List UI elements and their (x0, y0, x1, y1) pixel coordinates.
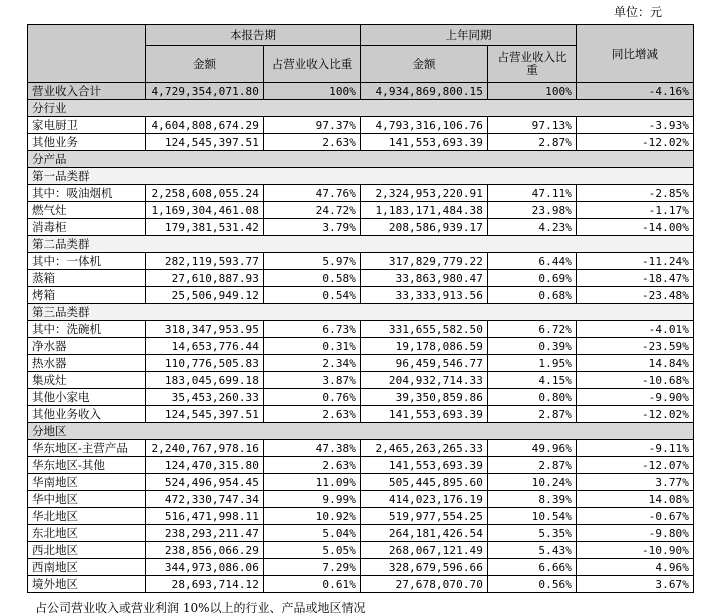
yoy-change: -0.67% (577, 508, 694, 525)
yoy-change: -18.47% (577, 270, 694, 287)
prior-amount: 1,183,171,484.38 (361, 202, 488, 219)
current-share: 100% (264, 83, 361, 100)
prior-amount: 328,679,596.66 (361, 559, 488, 576)
row-label: 西北地区 (28, 542, 146, 559)
yoy-change: -9.80% (577, 525, 694, 542)
current-share: 0.76% (264, 389, 361, 406)
yoy-change: -4.01% (577, 321, 694, 338)
current-amount: 27,610,887.93 (146, 270, 264, 287)
current-share: 6.73% (264, 321, 361, 338)
table-row (28, 389, 694, 406)
current-amount: 124,545,397.51 (146, 406, 264, 423)
table-row (28, 321, 694, 338)
header-current-period: 本报告期 (146, 25, 361, 46)
row-label: 热水器 (28, 355, 146, 372)
current-share: 11.09% (264, 474, 361, 491)
prior-amount: 141,553,693.39 (361, 457, 488, 474)
prior-share: 2.87% (488, 134, 577, 151)
prior-share: 6.72% (488, 321, 577, 338)
current-amount: 124,545,397.51 (146, 134, 264, 151)
current-share: 2.63% (264, 134, 361, 151)
row-label: 华东地区-主营产品 (28, 440, 146, 457)
prior-share: 97.13% (488, 117, 577, 134)
current-share: 0.31% (264, 338, 361, 355)
row-label: 境外地区 (28, 576, 146, 593)
yoy-change: 14.08% (577, 491, 694, 508)
prior-share: 6.44% (488, 253, 577, 270)
prior-share: 0.68% (488, 287, 577, 304)
current-share: 0.58% (264, 270, 361, 287)
current-amount: 4,729,354,071.80 (146, 83, 264, 100)
header-row-1 (28, 25, 694, 46)
current-amount: 28,693,714.12 (146, 576, 264, 593)
header-prev-amount: 金额 (361, 46, 488, 83)
prior-amount: 414,023,176.19 (361, 491, 488, 508)
table-row (28, 185, 694, 202)
yoy-change: -12.02% (577, 406, 694, 423)
prior-amount: 268,067,121.49 (361, 542, 488, 559)
section-row-product (28, 151, 694, 168)
prior-share: 4.23% (488, 219, 577, 236)
table-row (28, 117, 694, 134)
row-label: 其他业务收入 (28, 406, 146, 423)
table-row (28, 576, 694, 593)
current-amount: 183,045,699.18 (146, 372, 264, 389)
row-label: 其中：一体机 (28, 253, 146, 270)
prior-share: 100% (488, 83, 577, 100)
prior-amount: 208,586,939.17 (361, 219, 488, 236)
current-share: 24.72% (264, 202, 361, 219)
table-row (28, 457, 694, 474)
prior-amount: 331,655,582.50 (361, 321, 488, 338)
current-amount: 238,856,066.29 (146, 542, 264, 559)
table-row (28, 559, 694, 576)
prior-amount: 264,181,426.54 (361, 525, 488, 542)
table-row (28, 202, 694, 219)
prior-share: 0.39% (488, 338, 577, 355)
current-amount: 516,471,998.11 (146, 508, 264, 525)
prior-share: 2.87% (488, 457, 577, 474)
table-row (28, 287, 694, 304)
table-row (28, 134, 694, 151)
section-label: 分产品 (28, 151, 694, 168)
prior-amount: 19,178,086.59 (361, 338, 488, 355)
prior-share: 1.95% (488, 355, 577, 372)
yoy-change: 14.84% (577, 355, 694, 372)
prior-amount: 4,793,316,106.76 (361, 117, 488, 134)
header-prev-share: 占营业收入比重 (488, 46, 577, 83)
row-label: 西南地区 (28, 559, 146, 576)
prior-share: 0.80% (488, 389, 577, 406)
table-row (28, 338, 694, 355)
table-row (28, 372, 694, 389)
current-amount: 179,381,531.42 (146, 219, 264, 236)
yoy-change: -9.90% (577, 389, 694, 406)
current-amount: 2,240,767,978.16 (146, 440, 264, 457)
header-cur-share: 占营业收入比重 (264, 46, 361, 83)
row-label: 净水器 (28, 338, 146, 355)
row-label: 营业收入合计 (28, 83, 146, 100)
yoy-change: -3.93% (577, 117, 694, 134)
group-label: 第二品类群 (28, 236, 694, 253)
yoy-change: -10.90% (577, 542, 694, 559)
prior-share: 23.98% (488, 202, 577, 219)
prior-share: 5.43% (488, 542, 577, 559)
current-amount: 25,506,949.12 (146, 287, 264, 304)
header-cur-amount: 金额 (146, 46, 264, 83)
section-row-region (28, 423, 694, 440)
current-amount: 1,169,304,461.08 (146, 202, 264, 219)
yoy-change: -11.24% (577, 253, 694, 270)
current-share: 47.76% (264, 185, 361, 202)
current-share: 47.38% (264, 440, 361, 457)
yoy-change: -2.85% (577, 185, 694, 202)
current-share: 2.63% (264, 457, 361, 474)
current-amount: 14,653,776.44 (146, 338, 264, 355)
current-share: 3.79% (264, 219, 361, 236)
current-share: 3.87% (264, 372, 361, 389)
group-row-g3 (28, 304, 694, 321)
row-label: 燃气灶 (28, 202, 146, 219)
yoy-change: -1.17% (577, 202, 694, 219)
prior-share: 4.15% (488, 372, 577, 389)
section-label: 分地区 (28, 423, 694, 440)
current-amount: 318,347,953.95 (146, 321, 264, 338)
prior-amount: 505,445,895.60 (361, 474, 488, 491)
prior-share: 8.39% (488, 491, 577, 508)
current-share: 97.37% (264, 117, 361, 134)
table-row (28, 406, 694, 423)
prior-amount: 519,977,554.25 (361, 508, 488, 525)
row-label: 消毒柜 (28, 219, 146, 236)
current-amount: 4,604,808,674.29 (146, 117, 264, 134)
table-row (28, 508, 694, 525)
yoy-change: -12.02% (577, 134, 694, 151)
prior-share: 10.54% (488, 508, 577, 525)
current-share: 5.04% (264, 525, 361, 542)
table-row (28, 219, 694, 236)
row-label: 华北地区 (28, 508, 146, 525)
row-label: 华中地区 (28, 491, 146, 508)
current-share: 5.05% (264, 542, 361, 559)
current-amount: 124,470,315.80 (146, 457, 264, 474)
table-row (28, 253, 694, 270)
row-label: 蒸箱 (28, 270, 146, 287)
current-share: 5.97% (264, 253, 361, 270)
row-label: 其中：洗碗机 (28, 321, 146, 338)
prior-amount: 2,324,953,220.91 (361, 185, 488, 202)
prior-share: 10.24% (488, 474, 577, 491)
table-row (28, 542, 694, 559)
current-amount: 2,258,608,055.24 (146, 185, 264, 202)
header-blank (28, 25, 146, 83)
group-row-g2 (28, 236, 694, 253)
prior-share: 47.11% (488, 185, 577, 202)
current-amount: 472,330,747.34 (146, 491, 264, 508)
current-amount: 238,293,211.47 (146, 525, 264, 542)
yoy-change: -4.16% (577, 83, 694, 100)
yoy-change: -23.48% (577, 287, 694, 304)
table-row (28, 491, 694, 508)
prior-amount: 33,863,980.47 (361, 270, 488, 287)
prior-share: 6.66% (488, 559, 577, 576)
prior-amount: 96,459,546.77 (361, 355, 488, 372)
prior-share: 0.56% (488, 576, 577, 593)
prior-share: 49.96% (488, 440, 577, 457)
prior-amount: 2,465,263,265.33 (361, 440, 488, 457)
unit-label: 单位：元 (613, 5, 662, 19)
yoy-change: 3.77% (577, 474, 694, 491)
current-share: 7.29% (264, 559, 361, 576)
current-share: 2.34% (264, 355, 361, 372)
prior-amount: 39,350,859.86 (361, 389, 488, 406)
table-row (28, 270, 694, 287)
current-share: 9.99% (264, 491, 361, 508)
row-label: 其中：吸油烟机 (28, 185, 146, 202)
current-share: 2.63% (264, 406, 361, 423)
current-amount: 35,453,260.33 (146, 389, 264, 406)
group-label: 第一品类群 (28, 168, 694, 185)
prior-amount: 204,932,714.33 (361, 372, 488, 389)
prior-share: 2.87% (488, 406, 577, 423)
current-amount: 524,496,954.45 (146, 474, 264, 491)
row-label: 东北地区 (28, 525, 146, 542)
yoy-change: -9.11% (577, 440, 694, 457)
yoy-change: -14.00% (577, 219, 694, 236)
row-label: 烤箱 (28, 287, 146, 304)
current-amount: 282,119,593.77 (146, 253, 264, 270)
header-yoy: 同比增减 (577, 25, 694, 83)
current-share: 0.54% (264, 287, 361, 304)
table-row (28, 355, 694, 372)
row-label: 华东地区-其他 (28, 457, 146, 474)
table-row (28, 474, 694, 491)
header-prior-period: 上年同期 (361, 25, 577, 46)
group-row-g1 (28, 168, 694, 185)
row-label: 集成灶 (28, 372, 146, 389)
total-row (28, 83, 694, 100)
current-amount: 344,973,086.06 (146, 559, 264, 576)
section-row-industry (28, 100, 694, 117)
prior-share: 5.35% (488, 525, 577, 542)
prior-share: 0.69% (488, 270, 577, 287)
current-share: 10.92% (264, 508, 361, 525)
yoy-change: -10.68% (577, 372, 694, 389)
current-amount: 110,776,505.83 (146, 355, 264, 372)
yoy-change: 4.96% (577, 559, 694, 576)
group-label: 第三品类群 (28, 304, 694, 321)
row-label: 家电厨卫 (28, 117, 146, 134)
current-share: 0.61% (264, 576, 361, 593)
revenue-composition-table (27, 24, 694, 593)
prior-amount: 27,678,070.70 (361, 576, 488, 593)
row-label: 其他业务 (28, 134, 146, 151)
table-row (28, 440, 694, 457)
row-label: 其他小家电 (28, 389, 146, 406)
prior-amount: 33,333,913.56 (361, 287, 488, 304)
footnote: 占公司营业收入或营业利润 10%以上的行业、产品或地区情况 (35, 601, 366, 615)
yoy-change: -12.07% (577, 457, 694, 474)
section-label: 分行业 (28, 100, 694, 117)
prior-amount: 4,934,869,800.15 (361, 83, 488, 100)
table-row (28, 525, 694, 542)
prior-amount: 141,553,693.39 (361, 134, 488, 151)
yoy-change: -23.59% (577, 338, 694, 355)
yoy-change: 3.67% (577, 576, 694, 593)
prior-amount: 141,553,693.39 (361, 406, 488, 423)
prior-amount: 317,829,779.22 (361, 253, 488, 270)
row-label: 华南地区 (28, 474, 146, 491)
